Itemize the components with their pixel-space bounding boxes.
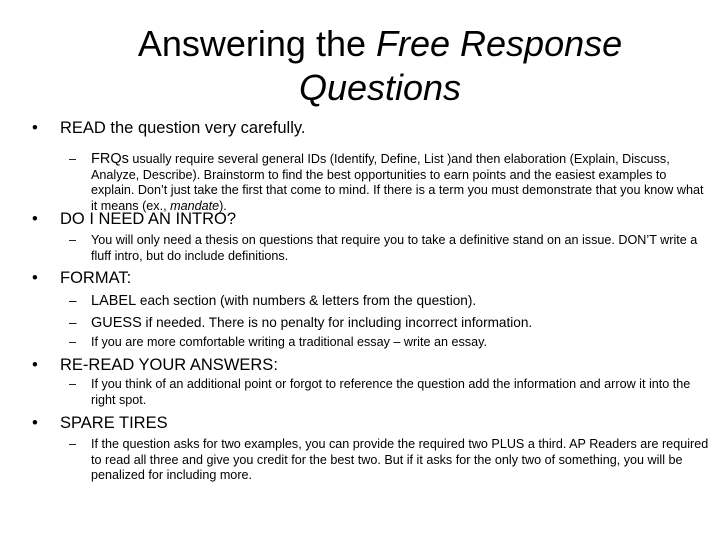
sub-tail: ). [219, 198, 227, 213]
sub-text: If the question asks for two examples, you can provide the required two PLUS a third. AP Readers are required to read all three and give you credit for the best two. But if it asks for the only two of something, you will be penalized for including more. [91, 437, 709, 482]
title-italic-1: Free Response [376, 23, 623, 64]
sub-format-3 [69, 335, 709, 351]
bullet-format [32, 268, 712, 288]
sub-body: if needed. There is no penalty for including incorrect information. [141, 315, 533, 330]
bullet-heading: SPARE TIRES [60, 414, 168, 432]
bullet-heading: FORMAT: [60, 269, 132, 287]
sub-reread-1 [69, 377, 709, 408]
sub-format-2 [69, 314, 709, 332]
bullet-intro [32, 209, 712, 229]
sub-text [91, 292, 709, 310]
sub-body: usually require several general IDs (Identify, Define, List )and then elaboration (Explain, Discuss, Analyze, Describe). Brainstorm to find the best opportunities to earn points and the easiest examples to explain. Don’t just take the first that come to mind. If there is a term you must demonstrate that you know what it means (ex., [91, 152, 704, 213]
sub-lead: FRQs [91, 151, 129, 167]
title-line-2: Questions [298, 67, 462, 108]
sub-lead: GUESS [91, 315, 142, 331]
sub-text [91, 314, 709, 332]
dash-marker: – [69, 377, 77, 391]
sub-spare-tires-1 [69, 437, 709, 484]
sub-text: You will only need a thesis on questions that require you to take a definitive stand on an issue. DON’T write a fluff intro, but do include definitions. [91, 233, 698, 263]
bullet-heading: RE-READ YOUR ANSWERS: [60, 356, 278, 374]
bullet-heading: READ the question very carefully. [60, 119, 306, 137]
bullet-marker: • [32, 269, 38, 287]
bullet-marker: • [32, 210, 38, 228]
sub-lead: LABEL [91, 293, 137, 309]
title-line-1 [80, 22, 680, 66]
sub-text: If you think of an additional point or forgot to reference the question add the information and arrow it into the right spot. [91, 377, 691, 407]
title-prefix: Answering the [137, 23, 376, 64]
dash-marker: – [69, 437, 77, 451]
bullet-marker: • [32, 356, 38, 374]
bullet-marker: • [32, 414, 38, 432]
bullet-reread [32, 355, 712, 375]
sub-italic: mandate [170, 198, 220, 213]
sub-intro-1 [69, 233, 709, 264]
bullet-marker: • [32, 119, 38, 137]
sub-read-1 [69, 152, 709, 214]
sub-body: each section (with numbers & letters from the question). [136, 293, 477, 308]
dash-marker: – [69, 315, 77, 330]
bullet-read [32, 118, 712, 138]
dash-marker: – [69, 335, 77, 349]
bullet-heading: DO I NEED AN INTRO? [60, 210, 237, 228]
dash-marker: – [69, 293, 77, 308]
sub-text [91, 152, 709, 214]
sub-format-1 [69, 292, 709, 310]
dash-marker: – [69, 233, 77, 247]
sub-text: If you are more comfortable writing a traditional essay – write an essay. [91, 335, 487, 349]
dash-marker: – [69, 152, 77, 166]
bullet-spare-tires [32, 413, 712, 433]
slide-title [80, 22, 680, 110]
